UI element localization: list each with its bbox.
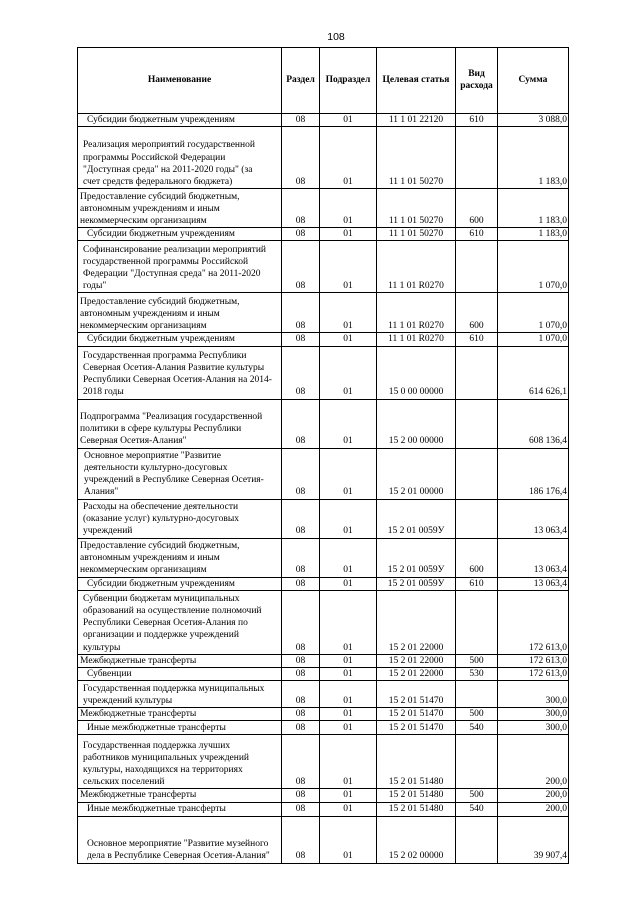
cell-target-article: 15 0 00 00000 [377, 346, 456, 399]
cell-expense-type: 610 [456, 333, 498, 346]
header-razdel: Раздел [282, 48, 320, 114]
cell-name: Предоставление субсидий бюджетным, автономным учреждениям и иным некоммерческим организациям [78, 293, 282, 333]
cell-podrazdel: 01 [320, 590, 377, 654]
cell-target-article: 11 1 01 50270 [377, 189, 456, 228]
table-row [78, 668, 569, 681]
table-row [78, 241, 569, 293]
table-header [78, 48, 569, 114]
cell-target-article: 15 2 01 0059У [377, 577, 456, 590]
cell-amount: 186 176,4 [498, 448, 569, 499]
cell-expense-type: 500 [456, 654, 498, 667]
cell-podrazdel: 01 [320, 721, 377, 735]
cell-name: Межбюджетные трансферты [78, 654, 282, 667]
cell-expense-type [456, 127, 498, 189]
cell-name: Предоставление субсидий бюджетным, автономным учреждениям и иным некоммерческим организациям [78, 538, 282, 577]
cell-razdel: 08 [282, 577, 320, 590]
cell-target-article: 11 1 01 R0270 [377, 241, 456, 293]
page-number: 108 [327, 31, 345, 43]
cell-razdel: 08 [282, 789, 320, 802]
cell-expense-type: 600 [456, 538, 498, 577]
cell-expense-type: 530 [456, 668, 498, 681]
table-row [78, 189, 569, 228]
table-row [78, 816, 569, 863]
cell-target-article: 11 1 01 R0270 [377, 293, 456, 333]
cell-target-article: 15 2 01 51470 [377, 681, 456, 708]
cell-expense-type [456, 346, 498, 399]
cell-name: Субвенции бюджетам муниципальных образований на осуществление полномочий Республики Северная Осетия-Алания по организации и поддержке учреждений культуры [78, 590, 282, 654]
cell-razdel: 08 [282, 241, 320, 293]
cell-razdel: 08 [282, 538, 320, 577]
table-row [78, 577, 569, 590]
cell-name: Государственная программа Республики Северная Осетия-Алания Развитие культуры Республики Северная Осетия-Алания на 2014- 2018 годы [78, 346, 282, 399]
cell-amount: 300,0 [498, 721, 569, 735]
cell-podrazdel: 01 [320, 577, 377, 590]
cell-podrazdel: 01 [320, 189, 377, 228]
cell-name: Иные межбюджетные трансферты [78, 802, 282, 816]
cell-name: Субсидии бюджетным учреждениям [78, 577, 282, 590]
header-target-article: Целевая статья [377, 48, 456, 114]
cell-razdel: 08 [282, 189, 320, 228]
cell-target-article: 15 2 01 22000 [377, 668, 456, 681]
header-podrazdel: Подраздел [320, 48, 377, 114]
cell-expense-type: 610 [456, 228, 498, 241]
cell-razdel: 08 [282, 681, 320, 708]
cell-name: Субсидии бюджетным учреждениям [78, 333, 282, 346]
cell-amount: 172 613,0 [498, 668, 569, 681]
cell-podrazdel: 01 [320, 399, 377, 448]
cell-amount: 200,0 [498, 735, 569, 789]
cell-podrazdel: 01 [320, 681, 377, 708]
header-name: Наименование [78, 48, 282, 114]
cell-podrazdel: 01 [320, 346, 377, 399]
cell-name: Основное мероприятие "Развитие музейного дела в Республике Северная Осетия-Алания" [78, 816, 282, 863]
cell-name: Межбюджетные трансферты [78, 789, 282, 802]
cell-name: Государственная поддержка муниципальных учреждений культуры [78, 681, 282, 708]
table-row [78, 721, 569, 735]
cell-target-article: 15 2 01 22000 [377, 590, 456, 654]
table-row [78, 735, 569, 789]
budget-table [77, 47, 569, 864]
cell-name: Субсидии бюджетным учреждениям [78, 228, 282, 241]
cell-target-article: 11 1 01 22120 [377, 114, 456, 127]
cell-name: Субвенции [78, 668, 282, 681]
cell-target-article: 15 2 01 51470 [377, 721, 456, 735]
cell-razdel: 08 [282, 114, 320, 127]
cell-amount: 1 183,0 [498, 127, 569, 189]
cell-amount: 172 613,0 [498, 654, 569, 667]
cell-target-article: 11 1 01 50270 [377, 228, 456, 241]
cell-expense-type [456, 816, 498, 863]
table-row [78, 708, 569, 721]
cell-razdel: 08 [282, 654, 320, 667]
cell-podrazdel: 01 [320, 127, 377, 189]
cell-expense-type [456, 590, 498, 654]
cell-podrazdel: 01 [320, 228, 377, 241]
cell-name: Иные межбюджетные трансферты [78, 721, 282, 735]
cell-name: Софинансирование реализации мероприятий государственной программы Российской Федерации "Доступная среда" на 2011-2020 годы" [78, 241, 282, 293]
cell-expense-type [456, 499, 498, 538]
cell-amount: 39 907,4 [498, 816, 569, 863]
cell-razdel: 08 [282, 127, 320, 189]
cell-razdel: 08 [282, 735, 320, 789]
cell-razdel: 08 [282, 499, 320, 538]
cell-razdel: 08 [282, 802, 320, 816]
table-row [78, 333, 569, 346]
cell-amount: 13 063,4 [498, 499, 569, 538]
cell-amount: 13 063,4 [498, 577, 569, 590]
cell-amount: 1 070,0 [498, 241, 569, 293]
cell-expense-type [456, 735, 498, 789]
table-row [78, 538, 569, 577]
cell-amount: 608 136,4 [498, 399, 569, 448]
cell-name: Государственная поддержка лучших работников муниципальных учреждений культуры, находящихся на территориях сельских поселений [78, 735, 282, 789]
header-amount: Сумма [498, 48, 569, 114]
cell-razdel: 08 [282, 816, 320, 863]
header-row [78, 48, 569, 114]
table-row [78, 293, 569, 333]
table-row [78, 127, 569, 189]
cell-podrazdel: 01 [320, 333, 377, 346]
table-row [78, 448, 569, 499]
cell-amount: 1 183,0 [498, 228, 569, 241]
cell-expense-type: 500 [456, 789, 498, 802]
cell-target-article: 15 2 02 00000 [377, 816, 456, 863]
cell-razdel: 08 [282, 399, 320, 448]
cell-name: Расходы на обеспечение деятельности (оказание услуг) культурно-досуговых учреждений [78, 499, 282, 538]
table-row [78, 681, 569, 708]
cell-amount: 1 070,0 [498, 293, 569, 333]
cell-target-article: 15 2 01 51470 [377, 708, 456, 721]
cell-podrazdel: 01 [320, 654, 377, 667]
table-row [78, 114, 569, 127]
cell-podrazdel: 01 [320, 114, 377, 127]
cell-podrazdel: 01 [320, 802, 377, 816]
cell-target-article: 15 2 01 0059У [377, 499, 456, 538]
cell-podrazdel: 01 [320, 499, 377, 538]
cell-expense-type: 500 [456, 708, 498, 721]
cell-amount: 1 070,0 [498, 333, 569, 346]
cell-target-article: 15 2 00 00000 [377, 399, 456, 448]
cell-target-article: 15 2 01 00000 [377, 448, 456, 499]
header-expense-type: Вид расхода [456, 48, 498, 114]
table-row [78, 346, 569, 399]
cell-podrazdel: 01 [320, 293, 377, 333]
cell-podrazdel: 01 [320, 241, 377, 293]
cell-expense-type: 600 [456, 189, 498, 228]
cell-amount: 200,0 [498, 789, 569, 802]
cell-target-article: 11 1 01 50270 [377, 127, 456, 189]
cell-amount: 172 613,0 [498, 590, 569, 654]
cell-razdel: 08 [282, 708, 320, 721]
cell-expense-type: 610 [456, 577, 498, 590]
cell-razdel: 08 [282, 590, 320, 654]
cell-podrazdel: 01 [320, 789, 377, 802]
cell-razdel: 08 [282, 448, 320, 499]
cell-amount: 13 063,4 [498, 538, 569, 577]
cell-podrazdel: 01 [320, 816, 377, 863]
cell-expense-type: 600 [456, 293, 498, 333]
cell-target-article: 15 2 01 51480 [377, 735, 456, 789]
cell-podrazdel: 01 [320, 668, 377, 681]
cell-target-article: 11 1 01 R0270 [377, 333, 456, 346]
table-row [78, 499, 569, 538]
cell-podrazdel: 01 [320, 538, 377, 577]
cell-expense-type: 610 [456, 114, 498, 127]
table-row [78, 789, 569, 802]
cell-expense-type: 540 [456, 802, 498, 816]
table-body [78, 114, 569, 864]
table-row [78, 802, 569, 816]
cell-expense-type [456, 448, 498, 499]
cell-podrazdel: 01 [320, 448, 377, 499]
cell-razdel: 08 [282, 333, 320, 346]
cell-razdel: 08 [282, 721, 320, 735]
cell-name: Подпрограмма "Реализация государственной политики в сфере культуры Республики Северная Осетия-Алания" [78, 399, 282, 448]
cell-amount: 3 088,0 [498, 114, 569, 127]
cell-expense-type [456, 241, 498, 293]
cell-target-article: 15 2 01 0059У [377, 538, 456, 577]
cell-podrazdel: 01 [320, 708, 377, 721]
cell-razdel: 08 [282, 293, 320, 333]
cell-amount: 300,0 [498, 681, 569, 708]
table-row [78, 590, 569, 654]
cell-expense-type: 540 [456, 721, 498, 735]
cell-amount: 300,0 [498, 708, 569, 721]
table-row [78, 228, 569, 241]
cell-razdel: 08 [282, 668, 320, 681]
cell-name: Реализация мероприятий государственной программы Российской Федерации "Доступная среда" на 2011-2020 годы" (за счет средств федерального бюджета) [78, 127, 282, 189]
cell-name: Основное мероприятие "Развитие деятельности культурно-досуговых учреждений в Республике Северная Осетия- Алания" [78, 448, 282, 499]
table-row [78, 399, 569, 448]
cell-razdel: 08 [282, 346, 320, 399]
cell-target-article: 15 2 01 51480 [377, 802, 456, 816]
cell-razdel: 08 [282, 228, 320, 241]
cell-name: Предоставление субсидий бюджетным, автономным учреждениям и иным некоммерческим организациям [78, 189, 282, 228]
cell-name: Межбюджетные трансферты [78, 708, 282, 721]
cell-target-article: 15 2 01 22000 [377, 654, 456, 667]
cell-expense-type [456, 681, 498, 708]
cell-name: Субсидии бюджетным учреждениям [78, 114, 282, 127]
cell-podrazdel: 01 [320, 735, 377, 789]
cell-expense-type [456, 399, 498, 448]
cell-target-article: 15 2 01 51480 [377, 789, 456, 802]
cell-amount: 614 626,1 [498, 346, 569, 399]
table-row [78, 654, 569, 667]
cell-amount: 200,0 [498, 802, 569, 816]
cell-amount: 1 183,0 [498, 189, 569, 228]
